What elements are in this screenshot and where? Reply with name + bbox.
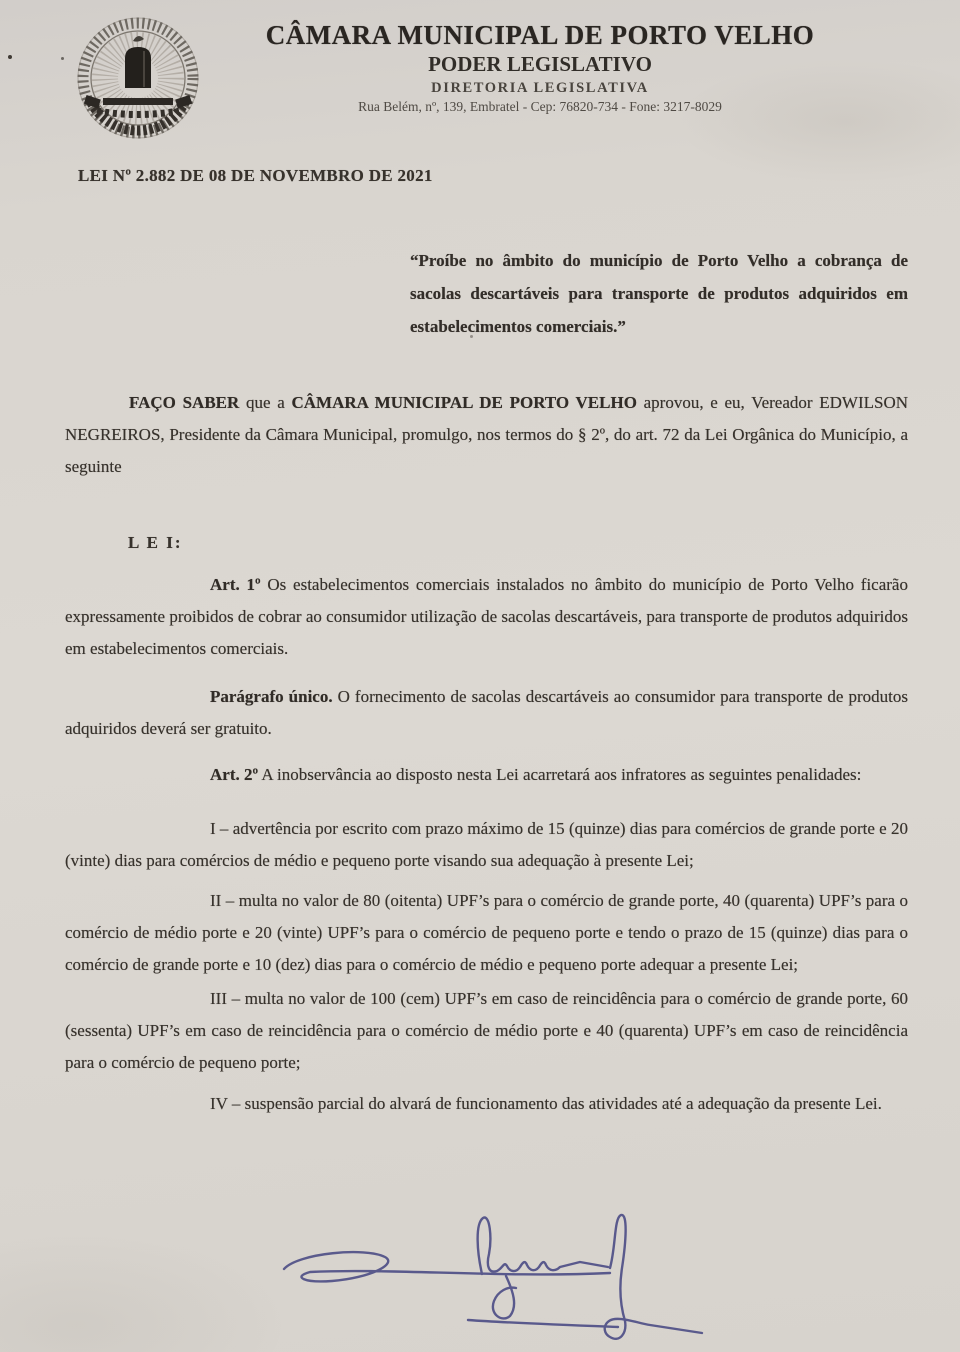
ementa-quote: “Proíbe no âmbito do município de Porto Velho a cobrança de sacolas descartáveis para transporte de produtos adquiridos em estabelecimentos comerciais.” <box>410 251 908 336</box>
penalty-item-1: I – advertência por escrito com prazo máximo de 15 (quinze) dias para comércios de grande porte e 20 (vinte) dias para comércios de médio e pequeno porte visando sua adequação à presente Lei; <box>65 819 908 870</box>
penalty-item-2: II – multa no valor de 80 (oitenta) UPF’s para o comércio de grande porte, 40 (quarenta) UPF’s para o comércio de médio porte e 20 (vinte) UPF’s para o comércio de pequeno porte e tendo o prazo de 15 (quinze) dias para o comércio de grande porte e 10 (dez) dias para o comércio de médio e pequeno porte adequar a presente Lei; <box>65 891 908 974</box>
penalty-item-3: III – multa no valor de 100 (cem) UPF’s em caso de reincidência para o comércio de grande porte, 60 (sessenta) UPF’s em caso de reincidência para o comércio de médio porte e 40 (quarenta) UPF’s em caso de reincidência para o comércio de pequeno porte; <box>65 989 908 1072</box>
article-1 <box>65 569 908 665</box>
law-number: LEI Nº 2.882 DE 08 DE NOVEMBRO DE 2021 <box>78 166 433 185</box>
article-2 <box>65 759 908 791</box>
scan-speck <box>470 335 473 338</box>
org-address: Rua Belém, nº, 139, Embratel - Cep: 76820-734 - Fone: 3217-8029 <box>358 99 722 114</box>
org-subtitle: PODER LEGISLATIVO <box>428 52 652 76</box>
municipal-seal-icon <box>62 14 214 148</box>
letterhead <box>0 0 960 148</box>
preamble-paragraph <box>65 387 908 483</box>
paragrafo-unico <box>65 681 908 745</box>
camara-name: CÂMARA MUNICIPAL DE PORTO VELHO <box>291 393 637 412</box>
article-2-text: A inobservância ao disposto nesta Lei acarretará aos infratores as seguintes penalidades: <box>258 765 862 784</box>
lei-heading: L E I: <box>128 533 183 552</box>
article-2-label: Art. 2º <box>210 765 259 784</box>
article-1-label: Art. 1º <box>210 575 261 594</box>
signature-ink <box>270 1206 710 1351</box>
org-department: DIRETORIA LEGISLATIVA <box>431 80 649 96</box>
penalty-item-4: IV – suspensão parcial do alvará de funcionamento das atividades até a adequação da presente Lei. <box>210 1094 882 1113</box>
preamble-text: que a <box>239 393 292 412</box>
paragrafo-unico-label: Parágrafo único. <box>210 687 333 706</box>
paragrafo-unico-text: O fornecimento de sacolas descartáveis ao consumidor para transporte de produtos adquiridos deverá ser gratuito. <box>65 687 908 738</box>
faco-saber-label: FAÇO SABER <box>129 393 240 412</box>
letterhead-text <box>170 20 910 115</box>
document-body <box>0 164 960 1120</box>
article-1-text: Os estabelecimentos comerciais instalados no âmbito do município de Porto Velho ficarão expressamente proibidos de cobrar ao consumidor utilização de sacolas descartáveis, para transporte de produtos adquiridos em estabelecimentos comerciais. <box>65 575 908 658</box>
preamble-text: aprovou, e eu, Vereador EDWILSON NEGREIROS, Presidente da Câmara Municipal, promulgo, nos termos do § 2º, do art. 72 da Lei Orgânica do Município, a seguinte <box>65 393 909 476</box>
org-title: CÂMARA MUNICIPAL DE PORTO VELHO <box>265 20 815 50</box>
